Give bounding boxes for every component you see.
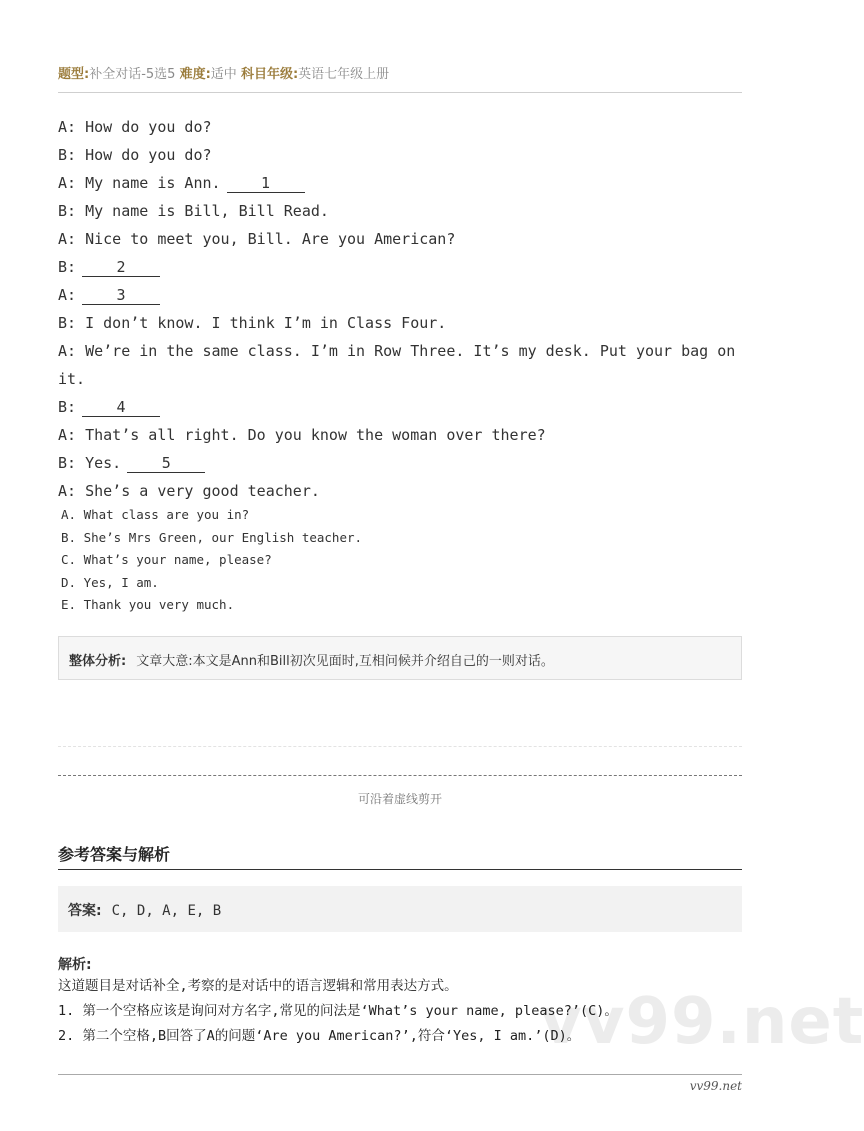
option-item: D. Yes, I am. <box>61 574 159 590</box>
dialogue-line <box>58 197 742 225</box>
answer-label: 答案: <box>68 903 102 919</box>
explanation <box>58 974 748 1049</box>
dialogue-line <box>58 337 742 365</box>
dialogue-text: B: Yes. <box>58 454 122 472</box>
answer-blank[interactable]: 4 <box>82 398 160 417</box>
dialogue-text: B: I don’t know. I think I’m in Class Four. <box>58 314 447 332</box>
dialogue-line <box>58 449 742 477</box>
dialogue-line <box>58 113 742 141</box>
reference-title: 参考答案与解析 <box>58 845 171 864</box>
answer-box <box>58 886 742 932</box>
dialogue-line <box>58 253 742 281</box>
answer-blank[interactable]: 2 <box>82 258 160 277</box>
footer-divider <box>58 1074 742 1075</box>
option-item: B. She’s Mrs Green, our English teacher. <box>61 529 363 545</box>
cut-line <box>58 775 742 776</box>
answer-blank[interactable]: 5 <box>127 454 205 473</box>
analysis-box <box>58 636 742 680</box>
dialogue-text: A: How do you do? <box>58 118 212 136</box>
dialogue-line <box>58 141 742 169</box>
dialogue-text: B: <box>58 258 77 276</box>
analysis-label: 整体分析: <box>69 654 127 669</box>
type-value: 补全对话-5选5 <box>89 67 176 82</box>
cut-hint: 可沿着虚线剪开 <box>357 792 442 806</box>
explanation-label: 解析: <box>58 957 92 973</box>
dialogue-text: B: <box>58 398 77 416</box>
type-label: 题型: <box>58 67 90 82</box>
dialogue-text: A: We’re in the same class. I’m in Row Three. It’s my desk. Put your bag on <box>58 342 736 360</box>
answer-blank[interactable]: 1 <box>227 174 305 193</box>
dialogue-text: B: How do you do? <box>58 146 212 164</box>
question-meta <box>58 63 389 82</box>
watermark: vv99.net <box>540 985 864 1059</box>
difficulty-label: 难度: <box>179 67 211 82</box>
dialogue-line <box>58 477 742 505</box>
reference-divider <box>58 869 742 870</box>
dialogue-text: A: Nice to meet you, Bill. Are you American? <box>58 230 456 248</box>
explanation-line: 2. 第二个空格,B回答了A的问题‘Are you American?’,符合‘Yes, I am.’(D)。 <box>58 1028 581 1044</box>
dialogue-line <box>58 309 742 337</box>
footer-site: vv99.net <box>689 1079 742 1093</box>
analysis-text: 文章大意:本文是Ann和Bill初次见面时,互相问候并介绍自己的一则对话。 <box>136 654 554 669</box>
option-item: C. What’s your name, please? <box>61 552 272 567</box>
grade-value: 英语七年级上册 <box>298 67 390 82</box>
answer-blank[interactable]: 3 <box>82 286 160 305</box>
answer-value: C, D, A, E, B <box>111 903 222 919</box>
difficulty-value: 适中 <box>210 67 237 82</box>
header-divider <box>58 92 742 93</box>
explanation-line: 这道题目是对话补全,考察的是对话中的语言逻辑和常用表达方式。 <box>58 978 458 994</box>
dialogue-text: A: <box>58 286 77 304</box>
dialogue <box>58 113 742 505</box>
option-list <box>61 504 362 617</box>
grade-label: 科目年级: <box>240 67 299 82</box>
dialogue-line <box>58 169 742 197</box>
option-item: A. What class are you in? <box>61 507 250 522</box>
dialogue-line <box>58 225 742 253</box>
dialogue-text: A: She’s a very good teacher. <box>58 482 320 500</box>
dialogue-text: A: My name is Ann. <box>58 174 221 192</box>
dialogue-line <box>58 281 742 309</box>
explanation-line: 1. 第一个空格应该是询问对方名字,常见的问法是‘What’s your name, please?’(C)。 <box>58 1003 618 1019</box>
dialogue-line <box>58 421 742 449</box>
dialogue-text: A: That’s all right. Do you know the woman over there? <box>58 426 546 444</box>
faint-dashed-line <box>58 746 742 747</box>
option-item: E. Thank you very much. <box>61 597 235 612</box>
dialogue-line <box>58 393 742 421</box>
dialogue-line <box>58 365 742 393</box>
dialogue-text: B: My name is Bill, Bill Read. <box>58 202 329 220</box>
dialogue-text: it. <box>58 370 86 388</box>
